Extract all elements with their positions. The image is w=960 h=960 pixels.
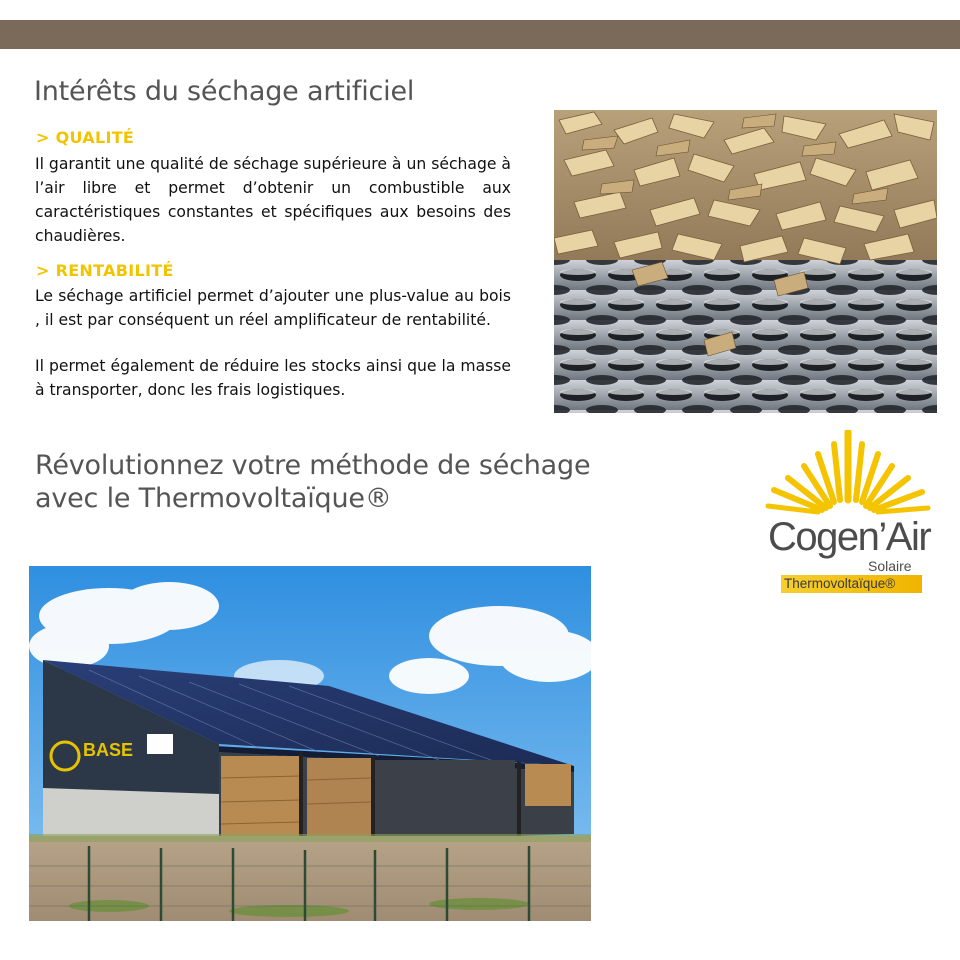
solar-barn-photo: [29, 566, 591, 921]
rentabilite-paragraph-1: [35, 284, 511, 332]
section-title: Intérêts du séchage artificiel: [34, 76, 415, 107]
top-decorative-bar: [0, 20, 960, 49]
qualite-text: Il garantit une qualité de séchage supérieure à un séchage à l’air libre et permet d’obtenir un combustible aux caractéristiques constantes et spécifiques aux besoins des chaudières.: [35, 155, 511, 245]
barn-sign-text: BASE: [83, 740, 134, 760]
rentabilite-heading: > RENTABILITÉ: [36, 261, 174, 280]
logo-solaire: Solaire: [868, 558, 912, 574]
qualite-heading: > QUALITÉ: [36, 128, 135, 147]
rentabilite-text-2: Il permet également de réduire les stocks ainsi que la masse à transporter, donc les frais logistiques.: [35, 357, 511, 399]
rentabilite-text-1: Le séchage artificiel permet d’ajouter une plus-value au bois , il est par conséquent un réel amplificateur de rentabilité.: [35, 287, 511, 329]
rentabilite-paragraph-2: [35, 354, 511, 402]
section2-title-line1: Révolutionnez votre méthode de séchage: [35, 450, 591, 481]
qualite-paragraph: [35, 152, 511, 248]
section2-title-line2: avec le Thermovoltaïque®: [35, 483, 392, 514]
section2-title: [35, 449, 590, 515]
logo-wordmark: Cogen’Air: [768, 515, 931, 559]
logo-thermovoltaique: Thermovoltaïque®: [781, 575, 922, 593]
wood-chips-photo: [554, 110, 937, 413]
